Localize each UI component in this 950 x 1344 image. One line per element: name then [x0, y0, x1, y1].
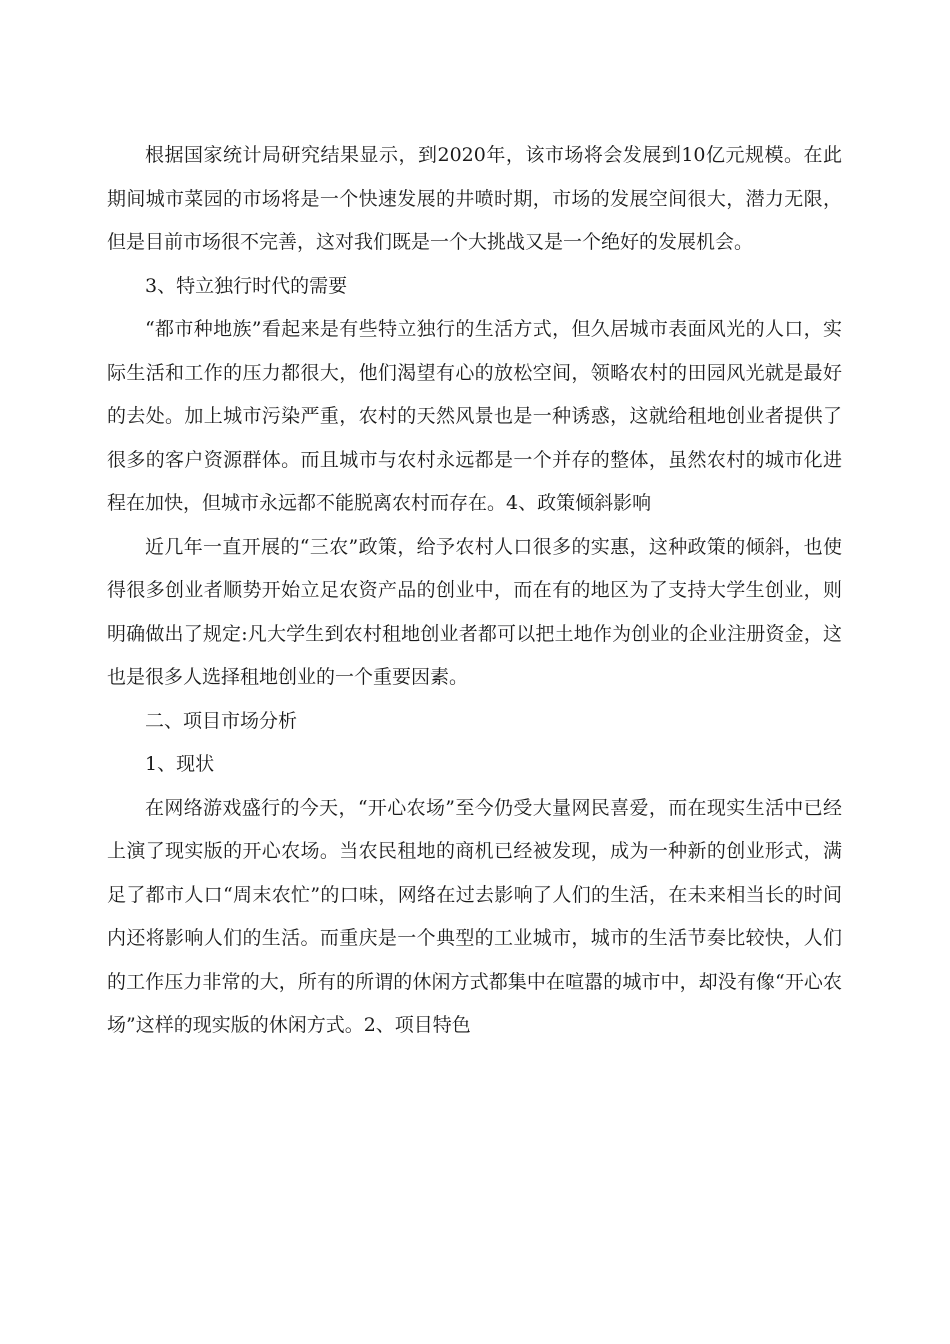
heading-market-analysis: 二、项目市场分析 [145, 709, 298, 732]
paragraph-status: 在网络游戏盛行的今天，“开心农场”至今仍受大量网民喜爱，而在现实生活中已经上演了现实版的开心农场。当农民租地的商机已经被发现，成为一种新的创业形式，满足了都市人口“周末农忙”的口味，网络在过去影响了人们的生活，在未来相当长的时间内还将影响人们的生活。而重庆是一个典型的工业城市，城市的生活节奏比较快，人们的工作压力非常的大，所有的所谓的休闲方式都集中在喧嚣的城市中，却没有像“开心农场”这样的现实版的休闲方式。2、项目特色 [107, 796, 842, 1036]
heading-era-need: 3、特立独行时代的需要 [145, 274, 348, 297]
heading-status: 1、现状 [145, 753, 215, 775]
paragraph-urban-farmers: “都市种地族”看起来是有些特立独行的生活方式，但久居城市表面风光的人口，实际生活和工作的压力都很大，他们渴望有心的放松空间，领略农村的田园风光就是最好的去处。加上城市污染严重，农村的天然风景也是一种诱惑，这就给租地创业者提供了很多的客户资源群体。而且城市与农村永远都是一个并存的整体，虽然农村的城市化进程在加快，但城市永远都不能脱离农村而存在。4、政策倾斜影响 [107, 318, 842, 514]
paragraph-market-scale: 根据国家统计局研究结果显示，到2020年，该市场将会发展到10亿元规模。在此期间城市菜园的市场将是一个快速发展的井喷时期，市场的发展空间很大，潜力无限，但是目前市场很不完善，这对我们既是一个大挑战又是一个绝好的发展机会。 [107, 144, 842, 253]
paragraph-policy: 近几年一直开展的“三农”政策，给予农村人口很多的实惠，这种政策的倾斜，也使得很多创业者顺势开始立足农资产品的创业中，而在有的地区为了支持大学生创业，则明确做出了规定:凡大学生到农村租地创业者都可以把土地作为创业的企业注册资金，这也是很多人选择租地创业的一个重要因素。 [107, 535, 842, 688]
document-body [107, 134, 842, 1048]
